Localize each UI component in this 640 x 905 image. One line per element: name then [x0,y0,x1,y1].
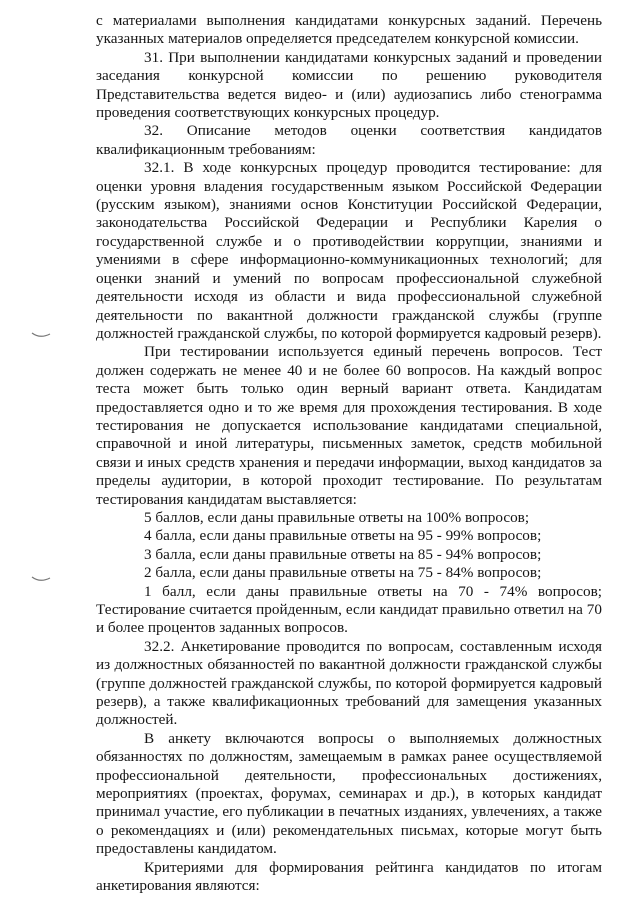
paragraph-31: 31. При выполнении кандидатами конкурсных заданий и проведении заседания конкурсной комиссии по решению руководителя Представительства ведется видео- и (или) аудиозапись либо стенограмма проведения соответствующих конкурсных процедур. [96,48,602,122]
score-item-3: 3 балла, если даны правильные ответы на 85 - 94% вопросов; [144,545,542,563]
scan-mark-lower [30,574,52,584]
paragraph-questionnaire: В анкету включаются вопросы о выполняемых должностных обязанностях по должностям, замещаемым в рамках ранее осуществляемой профессиональной деятельности, профессиональных достижениях, мероприятиях (проектах, форумах, семинарах и др.), в которых кандидат принимал участие, его публикации в печатных изданиях, увлечениях, а также о рекомендациях и (или) рекомендательных письмах, которые могут быть предоставлены кандидатом. [96,729,602,858]
paragraph-continuation: с материалами выполнения кандидатами конкурсных заданий. Перечень указанных материалов определяется председателем конкурсной комиссии. [96,12,602,48]
paragraph-32-2: 32.2. Анкетирование проводится по вопросам, составленным исходя из должностных обязанностей по вакантной должности гражданской службы (группе должностей гражданской службы, по которой формируется кадровый резерв), а также квалификационных требований для замещения указанных должностей. [96,637,602,729]
paragraph-32: 32. Описание методов оценки соответствия кандидатов квалификационным требованиям: [96,122,602,158]
paragraph-32-1: 32.1. В ходе конкурсных процедур проводится тестирование: для оценки уровня владения государственным языком Российской Федерации (русским языком), знаниями основ Конституции Российской Федерации, законодательства Российской Федерации и Республики Карелия о государственной службе и о противодействии коррупции, знаниями и умениями в сфере информационно-коммуникационных технологий; для оценки знаний и умений по вопросам профессиональной служебной деятельности исходя из области и вида профессиональной служебной деятельности по вакантной должности гражданской службы (группе должностей гражданской службы, по которой формируется кадровый резерв). [96,159,602,342]
score-item-2: 2 балла, если даны правильные ответы на 75 - 84% вопросов; [144,564,542,582]
score-item-5: 5 баллов, если даны правильные ответы на 100% вопросов; [144,508,530,526]
paragraph-testing-rules: При тестировании используется единый перечень вопросов. Тест должен содержать не менее 40 и не более 60 вопросов. На каждый вопрос теста может быть только один верный вариант ответа. Кандидатам предоставляется одно и то же время для прохождения тестирования. В ходе тестирования не допускается использование кандидатами специальной, справочной и иной литературы, письменных заметок, средств мобильной связи и иных средств хранения и передачи информации, выход кандидатов за пределы аудитории, в которой проходит тестирование. По результатам тестирования кандидатам выставляется: [96,343,602,508]
document-page [96,12,602,896]
score-item-1: 1 балл, если даны правильные ответы на 70 - 74% вопросов; Тестирование считается пройденным, если кандидат правильно ответил на 70 и более процентов заданных вопросов. [96,582,602,637]
paragraph-criteria: Критериями для формирования рейтинга кандидатов по итогам анкетирования являются: [96,858,602,895]
scan-mark-upper [30,330,52,340]
score-item-4: 4 балла, если даны правильные ответы на 95 - 99% вопросов; [144,527,542,545]
